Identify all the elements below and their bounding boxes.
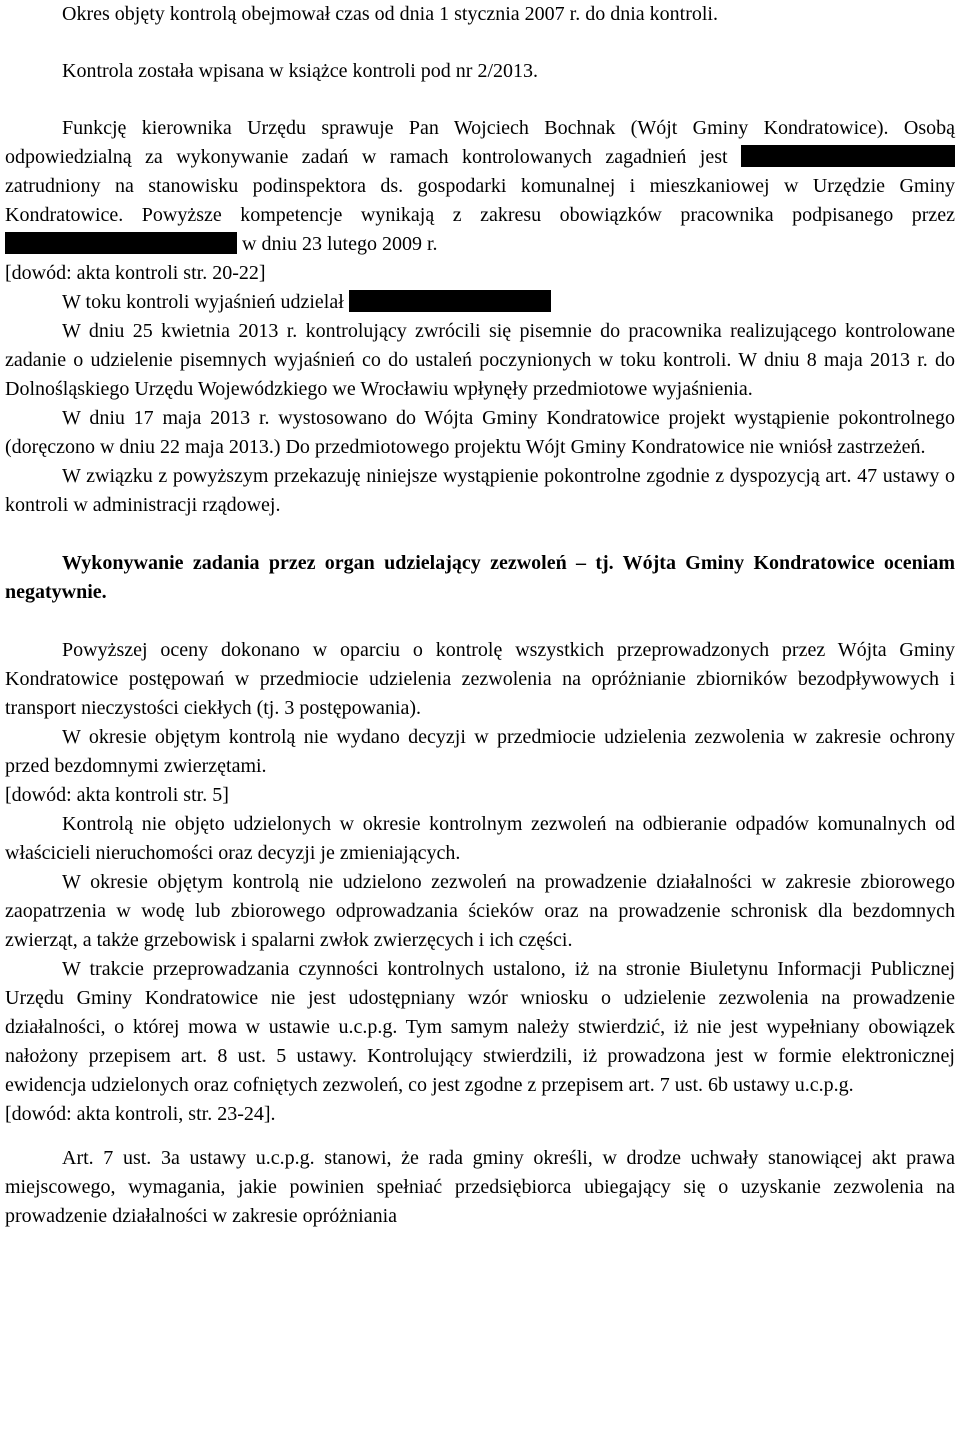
assessment-heading: Wykonywanie zadania przez organ udzielający zezwoleń – tj. Wójta Gminy Kondratowice oceniam negatywnie.	[5, 552, 955, 603]
text-segment: W toku kontroli wyjaśnień udzielał	[62, 291, 349, 313]
paragraph-no-decisions: W okresie objętym kontrolą nie wydano decyzji w przedmiocie udzielenia zezwolenia w zakresie ochrony przed bezdomnymi zwierzętami.	[5, 726, 955, 777]
paragraph-request-explanations: W dniu 25 kwietnia 2013 r. kontrolujący zwrócili się pisemnie do pracownika realizującego kontrolowane zadanie o udzielenie pisemnych wyjaśnień co do ustaleń poczynionych w toku kontroli. W dniu 8 maja 2013 r. do Dolnośląskiego Urzędu Wojewódzkiego we Wrocławiu wpłynęły przedmiotowe wyjaśnienia.	[5, 320, 955, 400]
text-segment: Funkcję kierownika Urzędu sprawuje Pan Wojciech Bochnak (Wójt Gminy Kondratowice). Osobą odpowiedzialną za wykonywanie zadań w ramach kontrolowanych zagadnień jest	[5, 117, 955, 168]
text-segment: zatrudniony na stanowisku podinspektora ds. gospodarki komunalnej i mieszkaniowej w Urzędzie Gminy Kondratowice. Powyższe kompetencje wynikają z zakresu obowiązków pracownika podpisanego przez	[5, 175, 955, 226]
paragraph-bip-findings: W trakcie przeprowadzania czynności kontrolnych ustalono, iż na stronie Biuletynu Informacji Publicznej Urzędu Gminy Kondratowice nie jest udostępniany wzór wniosku o udzielenie zezwolenia na prowadzenie działalności, o której mowa w ustawie u.c.p.g. Tym samym należy stwierdzić, iż nie jest wypełniany obowiązek nałożony przepisem art. 8 ust. 5 ustawy. Kontrolujący stwierdzili, iż prowadzona jest w formie elektronicznej ewidencja udzielonych oraz cofniętych zezwoleń, co jest zgodne z przepisem art. 7 ust. 6b ustawy u.c.p.g.	[5, 958, 955, 1096]
paragraph-draft-statement: W dniu 17 maja 2013 r. wystosowano do Wójta Gminy Kondratowice projekt wystąpienie pokontrolnego (doręczono w dniu 22 maja 2013.) Do przedmiotowego projektu Wójt Gminy Kondratowice nie wniósł zastrzeżeń.	[5, 407, 955, 458]
paragraph-explanations	[5, 288, 955, 317]
text-segment: w dniu 23 lutego 2009 r.	[237, 233, 438, 255]
paragraph-assessment-basis: Powyższej oceny dokonano w oparciu o kontrolę wszystkich przeprowadzonych przez Wójta Gminy Kondratowice postępowań w przedmiocie udzielenia zezwolenia na opróżnianie zbiorników bezodpływowych i transport nieczystości ciekłych (tj. 3 postępowania).	[5, 639, 955, 719]
paragraph-waste-permits: Kontrolą nie objęto udzielonych w okresie kontrolnym zezwoleń na odbieranie odpadów komunalnych od właścicieli nieruchomości oraz decyzji je zmieniających.	[5, 813, 955, 864]
paragraph-responsible-person	[5, 114, 955, 259]
redacted-name	[741, 145, 955, 167]
paragraph-control-period: Okres objęty kontrolą obejmował czas od dnia 1 stycznia 2007 r. do dnia kontroli.	[62, 3, 718, 25]
paragraph-transfer: W związku z powyższym przekazuję niniejsze wystąpienie pokontrolne zgodnie z dyspozycją art. 47 ustawy o kontroli w administracji rządowej.	[5, 465, 955, 516]
paragraph-control-book: Kontrola została wpisana w książce kontroli pod nr 2/2013.	[62, 60, 538, 82]
evidence-note: [dowód: akta kontroli, str. 23-24].	[5, 1103, 276, 1125]
paragraph-no-permits: W okresie objętym kontrolą nie udzielono zezwoleń na prowadzenie działalności w zakresie zbiorowego zaopatrzenia w wodę lub zbiorowego odprowadzania ścieków oraz na prowadzenie schronisk dla bezdomnych zwierząt, a także grzebowisk i spalarni zwłok zwierzęcych i ich części.	[5, 871, 955, 951]
evidence-note: [dowód: akta kontroli str. 5]	[5, 784, 229, 806]
paragraph-art-7: Art. 7 ust. 3a ustawy u.c.p.g. stanowi, że rada gminy określi, w drodze uchwały stanowiącej akt prawa miejscowego, wymagania, jakie powinien spełniać przedsiębiorca ubiegający się o uzyskanie zezwolenia na prowadzenie działalności w zakresie opróżniania	[5, 1147, 955, 1227]
redacted-name	[349, 290, 551, 312]
document-page	[5, 0, 955, 1231]
redacted-name	[5, 232, 237, 254]
evidence-note: [dowód: akta kontroli str. 20-22]	[5, 262, 266, 284]
